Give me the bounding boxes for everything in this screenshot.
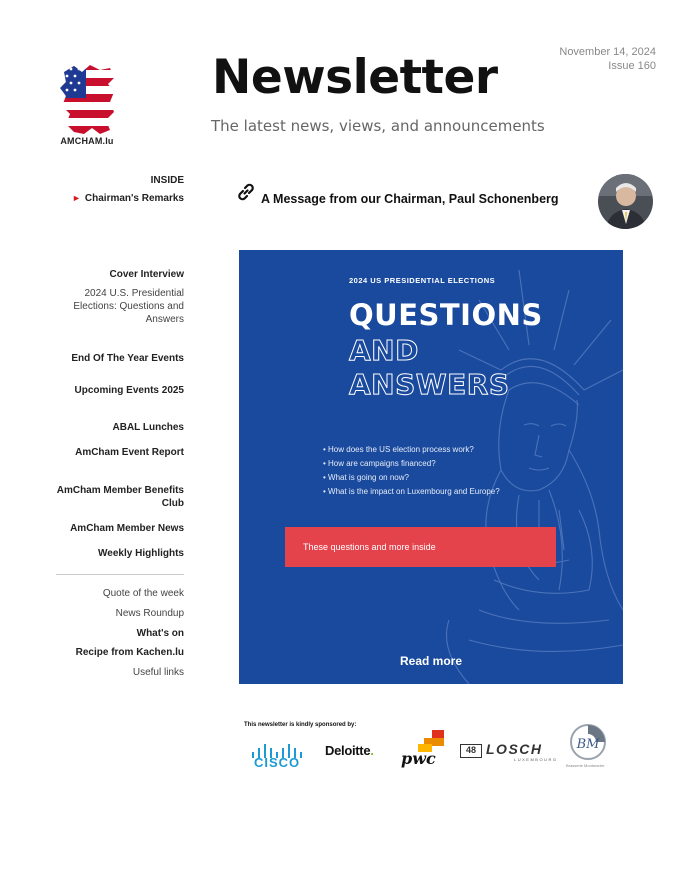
page-subtitle: The latest news, views, and announcements bbox=[211, 117, 545, 135]
losch-logo-mark[interactable]: 48 bbox=[460, 744, 482, 758]
cover-story-image[interactable] bbox=[239, 250, 623, 684]
cover-headline-questions: QUESTIONS bbox=[349, 298, 543, 332]
cover-question-item: • What is the impact on Luxembourg and Europe? bbox=[323, 485, 500, 499]
triangle-right-icon: ► bbox=[71, 193, 81, 203]
losch-logo-subtitle: LUXEMBOURG bbox=[514, 757, 558, 762]
logo-label: AMCHAM.lu bbox=[60, 136, 114, 146]
cover-headline-answers: ANSWERS bbox=[349, 368, 510, 401]
deloitte-logo[interactable] bbox=[325, 743, 374, 758]
losch-logo-text[interactable]: LOSCH bbox=[486, 741, 543, 757]
brasserie-montmartre-logo[interactable] bbox=[568, 722, 608, 762]
cover-cta-banner[interactable]: These questions and more inside bbox=[285, 527, 556, 567]
page-title: Newsletter bbox=[212, 50, 498, 105]
sidebar-divider bbox=[56, 574, 184, 575]
sidebar-item-weekly-highlights[interactable]: Weekly Highlights bbox=[98, 548, 184, 559]
svg-text:BM: BM bbox=[576, 737, 600, 752]
link-icon[interactable] bbox=[234, 180, 258, 204]
sidebar-item-label: Chairman's Remarks bbox=[84, 193, 184, 204]
deloitte-logo-text: Deloitte bbox=[325, 743, 371, 758]
chairman-message-link[interactable]: A Message from our Chairman, Paul Schonenberg bbox=[261, 192, 559, 206]
cover-question-item: • What is going on now? bbox=[323, 471, 500, 485]
sidebar-item-whats-on[interactable]: What's on bbox=[136, 628, 184, 639]
cover-question-item: • How does the US election process work? bbox=[323, 443, 500, 457]
pwc-logo-text[interactable]: pwc bbox=[401, 749, 436, 768]
sidebar-item-recipe[interactable]: Recipe from Kachen.lu bbox=[75, 647, 184, 658]
sidebar-item-useful-links[interactable]: Useful links bbox=[132, 667, 184, 678]
amcham-logo[interactable] bbox=[56, 62, 118, 146]
sidebar-item-chairmans-remarks[interactable] bbox=[72, 192, 184, 205]
sidebar-item-news-roundup[interactable]: News Roundup bbox=[115, 608, 184, 619]
sidebar-item-member-benefits[interactable]: AmCham Member Benefits Club bbox=[56, 485, 184, 509]
brasserie-montmartre-text: Brasserie Montmartre bbox=[566, 763, 605, 768]
read-more-link[interactable]: Read more bbox=[399, 654, 463, 668]
deloitte-logo-dot: . bbox=[370, 743, 374, 758]
issue-date: November 14, 2024 bbox=[559, 46, 656, 58]
issue-number: Issue 160 bbox=[608, 60, 656, 72]
cover-question-list bbox=[323, 443, 500, 499]
sidebar-item-event-report[interactable]: AmCham Event Report bbox=[75, 447, 184, 458]
sidebar-item-end-of-year-events[interactable]: End Of The Year Events bbox=[71, 353, 184, 364]
sidebar-item-member-news[interactable]: AmCham Member News bbox=[70, 523, 184, 534]
sidebar-item-upcoming-events[interactable]: Upcoming Events 2025 bbox=[74, 385, 184, 396]
cisco-logo-text[interactable]: CISCO bbox=[254, 755, 301, 770]
cover-headline-and: AND bbox=[349, 334, 419, 367]
sidebar-heading-inside: INSIDE bbox=[150, 175, 184, 186]
sponsors-caption: This newsletter is kindly sponsored by: bbox=[244, 722, 357, 728]
chairman-avatar bbox=[598, 174, 653, 229]
sidebar-item-quote-of-week[interactable]: Quote of the week bbox=[102, 588, 184, 599]
sidebar-item-cover-interview-desc[interactable]: 2024 U.S. Presidential Elections: Questions and Answers bbox=[73, 288, 184, 325]
cover-kicker: 2024 US PRESIDENTIAL ELECTIONS bbox=[349, 276, 496, 285]
sidebar-item-cover-interview[interactable]: Cover Interview bbox=[109, 269, 184, 280]
sidebar-item-abal-lunches[interactable]: ABAL Lunches bbox=[112, 422, 184, 433]
cover-question-item: • How are campaigns financed? bbox=[323, 457, 500, 471]
